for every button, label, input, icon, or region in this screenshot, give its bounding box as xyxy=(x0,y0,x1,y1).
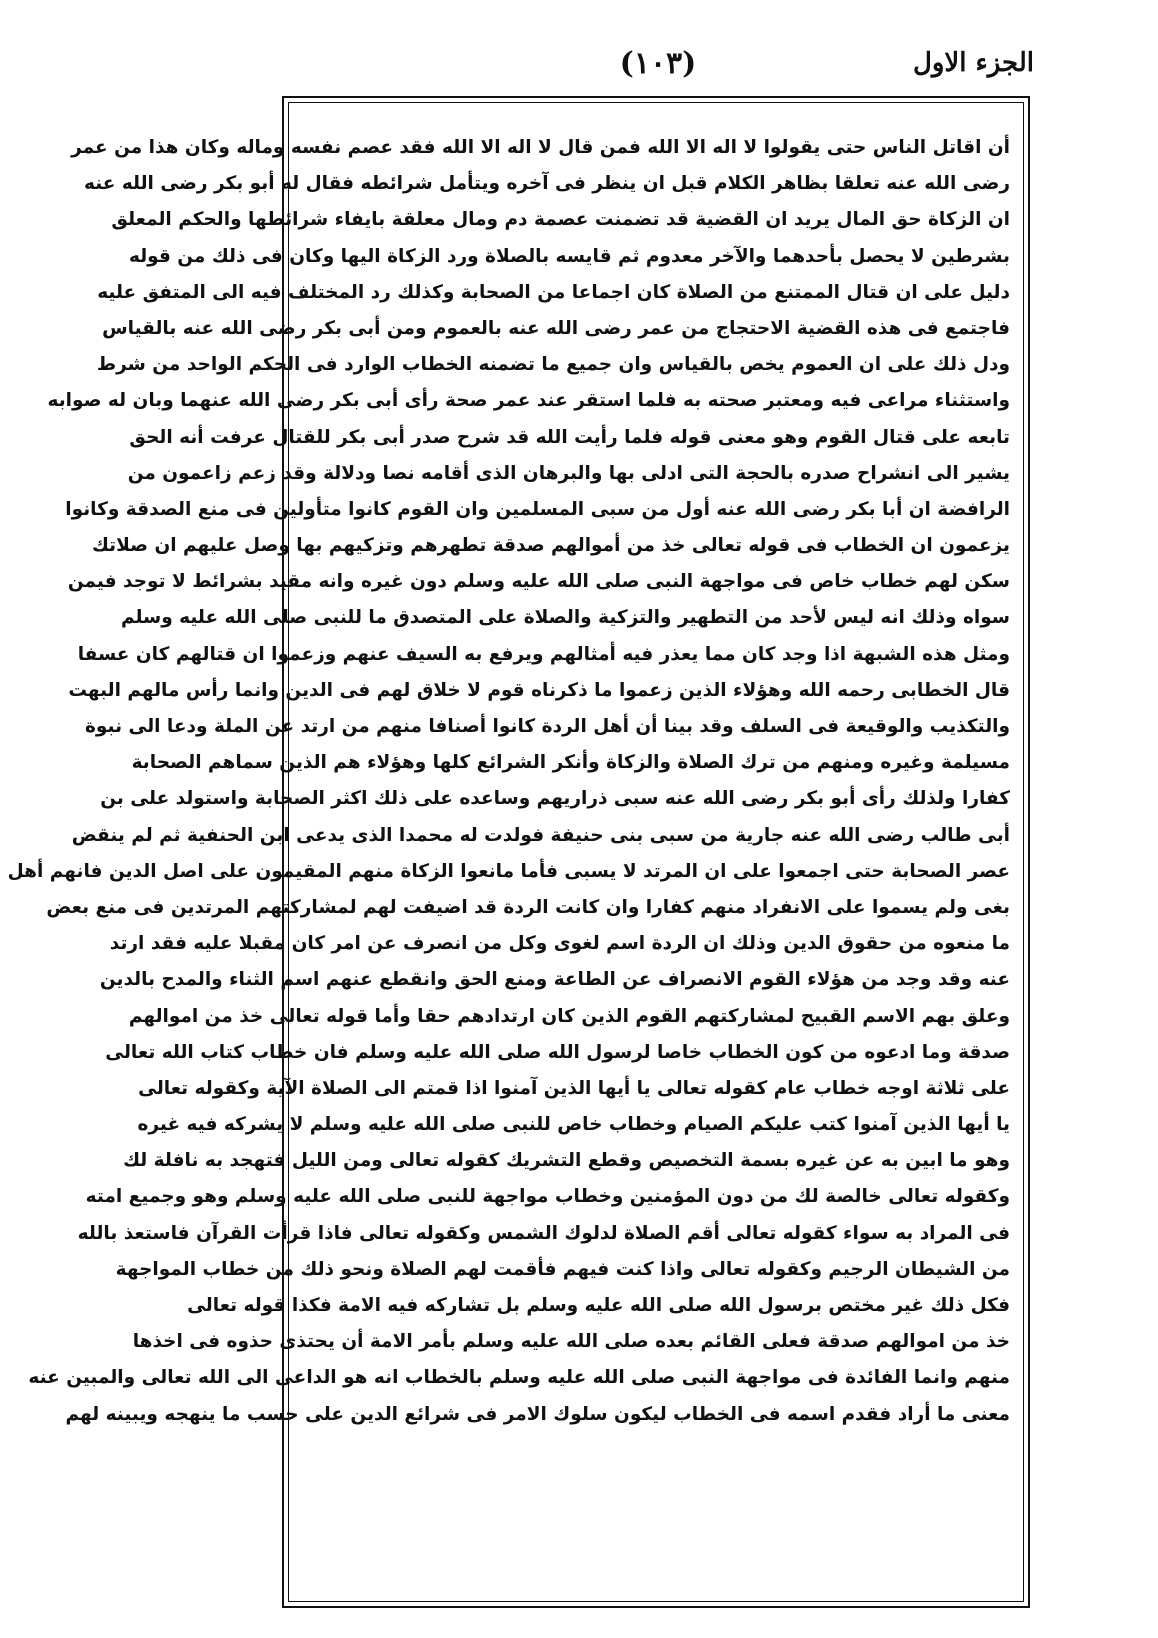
text-line: وهو ما ابين به عن غيره بسمة التخصيص وقطع التشريك كقوله تعالى ومن الليل فتهجد به نافلة لك xyxy=(123,1150,1010,1172)
text-line: خذ من اموالهم صدقة فعلى القائم بعده صلى الله عليه وسلم بأمر الامة أن يحتذى حذوه فى اخذها xyxy=(132,1331,1010,1353)
text-line: ومثل هذه الشبهة اذا وجد كان مما يعذر فيه أمثالهم ويرفع به السيف عنهم وزعموا ان قتالهم كان عسفا xyxy=(77,643,1010,665)
text-line: قال الخطابى رحمه الله وهؤلاء الذين زعموا ما ذكرناه قوم لا خلاق لهم فى الدين وانما رأس مالهم البهت xyxy=(68,679,1010,701)
text-line: صدقة وما ادعوه من كون الخطاب خاصا لرسول الله صلى الله عليه وسلم فان خطاب كتاب الله تعالى xyxy=(105,1041,1010,1063)
text-line: فكل ذلك غير مختص برسول الله صلى الله عليه وسلم بل تشاركه فيه الامة فكذا قوله تعالى xyxy=(187,1295,1010,1316)
text-line: أبى طالب رضى الله عنه جارية من سبى بنى حنيفة فولدت له محمدا الذى يدعى ابن الحنفية ثم لم ينقض xyxy=(71,824,1010,846)
text-line: ودل ذلك على ان العموم يخص بالقياس وان جميع ما تضمنه الخطاب الوارد فى الحكم الواحد من شرط xyxy=(96,354,1010,376)
text-line: أن اقاتل الناس حتى يقولوا لا اله الا الله فمن قال لا اله الا الله فقد عصم نفسه وماله وكان هذا من عمر xyxy=(71,137,1010,158)
body-text xyxy=(7,130,1010,1586)
text-line: بغى ولم يسموا على الانفراد منهم كفارا وان كانت الردة قد اضيفت لهم لمشاركتهم المرتدين فى منع بعض xyxy=(46,896,1010,918)
text-line: يشير الى انشراح صدره بالحجة التى ادلى بها والبرهان الذى أقامه نصا ودلالة وقد زعم زاعمون من xyxy=(127,462,1010,484)
text-line: دليل على ان قتال الممتنع من الصلاة كان اجماعا من الصحابة وكذلك رد المختلف فيه الى المتفق عليه xyxy=(97,281,1010,303)
text-line: فى المراد به سواء كقوله تعالى أقم الصلاة لدلوك الشمس وكقوله تعالى فاذا قرأت القرآن فاستعذ بالله xyxy=(77,1222,1010,1244)
text-line: فاجتمع فى هذه القضية الاحتجاج من عمر رضى الله عنه بالعموم ومن أبى بكر رضى الله عنه بالقياس xyxy=(102,317,1010,339)
text-line: تابعه على قتال القوم وهو معنى قوله فلما رأيت الله قد شرح صدر أبى بكر للقتال عرفت أنه الحق xyxy=(129,426,1010,448)
text-line: على ثلاثة اوجه خطاب عام كقوله تعالى يا أيها الذين آمنوا اذا قمتم الى الصلاة الآية وكقوله تعالى xyxy=(138,1077,1010,1099)
text-line: سكن لهم خطاب خاص فى مواجهة النبى صلى الله عليه وسلم دون غيره وانه مقيد بشرائط لا توجد فيمن xyxy=(67,571,1010,593)
text-line: عصر الصحابة حتى اجمعوا على ان المرتد لا يسبى فأما مانعوا الزكاة منهم المقيمون على اصل الدين فانهم أهل xyxy=(7,860,1010,882)
text-line: ان الزكاة حق المال يريد ان القضية قد تضمنت عصمة دم ومال معلقة بايفاء شرائطها والحكم المعلق xyxy=(111,209,1010,231)
text-line: وكقوله تعالى خالصة لك من دون المؤمنين وخطاب مواجهة للنبى صلى الله عليه وسلم وهو وجميع امته xyxy=(85,1186,1010,1208)
text-line: والتكذيب والوقيعة فى السلف وقد بينا أن أهل الردة كانوا أصنافا منهم من ارتد عن الملة ودعا الى نبوة xyxy=(85,716,1010,737)
text-line: سواه وذلك انه ليس لأحد من التطهير والتزكية والصلاة على المتصدق ما للنبى صلى الله عليه وسلم xyxy=(120,607,1010,629)
text-line: الرافضة ان أبا بكر رضى الله عنه أول من سبى المسلمين وان القوم كانوا متأولين فى منع الصدقة وكانوا xyxy=(65,498,1010,520)
page-frame xyxy=(7,96,1030,1608)
text-line: يا أيها الذين آمنوا كتب عليكم الصيام وخطاب خاص للنبى صلى الله عليه وسلم لا يشركه فيه غيره xyxy=(137,1114,1010,1136)
text-line: واستثناء مراعى فيه ومعتبر صحته به فلما استقر عند عمر صحة رأى أبى بكر رضى الله عنهما وبان له صوابه xyxy=(47,390,1010,412)
text-line: ما منعوه من حقوق الدين وذلك ان الردة اسم لغوى وكل من انصرف عن امر كان مقبلا عليه فقد ارتد xyxy=(109,933,1010,955)
text-line: وعلق بهم الاسم القبيح لمشاركتهم القوم الذين كان ارتدادهم حقا وأما قوله تعالى خذ من اموالهم xyxy=(128,1005,1010,1027)
text-line: من الشيطان الرجيم وكقوله تعالى واذا كنت فيهم فأقمت لهم الصلاة ونحو ذلك من خطاب المواجهة xyxy=(115,1258,1010,1280)
text-line: يزعمون ان الخطاب فى قوله تعالى خذ من أموالهم صدقة تطهرهم وتزكيهم بها وصل عليهم ان صلاتك xyxy=(91,535,1010,557)
text-line: مسيلمة وغيره ومنهم من ترك الصلاة والزكاة وأنكر الشرائع كلها وهؤلاء هم الذين سماهم الصحابة xyxy=(131,752,1010,774)
page-number: (١٠٣) xyxy=(619,46,697,81)
volume-label: الجزء الاول xyxy=(912,48,1034,78)
text-line: عنه وقد وجد من هؤلاء القوم الانصراف عن الطاعة ومنع الحق وانقطع عنهم اسم الثناء والمدح بالدين xyxy=(99,969,1010,991)
page-header xyxy=(282,44,1034,94)
text-line: رضى الله عنه تعلقا بظاهر الكلام قبل ان ينظر فى آخره ويتأمل شرائطه فقال له أبو بكر رضى الله عنه xyxy=(83,173,1010,195)
text-line: معنى ما أراد فقدم اسمه فى الخطاب ليكون سلوك الامر فى شرائع الدين على حسب ما ينهجه ويبينه لهم xyxy=(65,1403,1010,1425)
text-line: بشرطين لا يحصل بأحدهما والآخر معدوم ثم قايسه بالصلاة ورد الزكاة اليها وكان فى ذلك من قوله xyxy=(128,245,1010,267)
text-line: كفارا ولذلك رأى أبو بكر رضى الله عنه سبى ذراريهم وساعده على ذلك اكثر الصحابة واستولد على بن xyxy=(100,788,1010,810)
text-line: منهم وانما الفائدة فى مواجهة النبى صلى الله عليه وسلم بالخطاب انه هو الداعى الى الله تعالى والمبين عنه xyxy=(28,1367,1010,1389)
